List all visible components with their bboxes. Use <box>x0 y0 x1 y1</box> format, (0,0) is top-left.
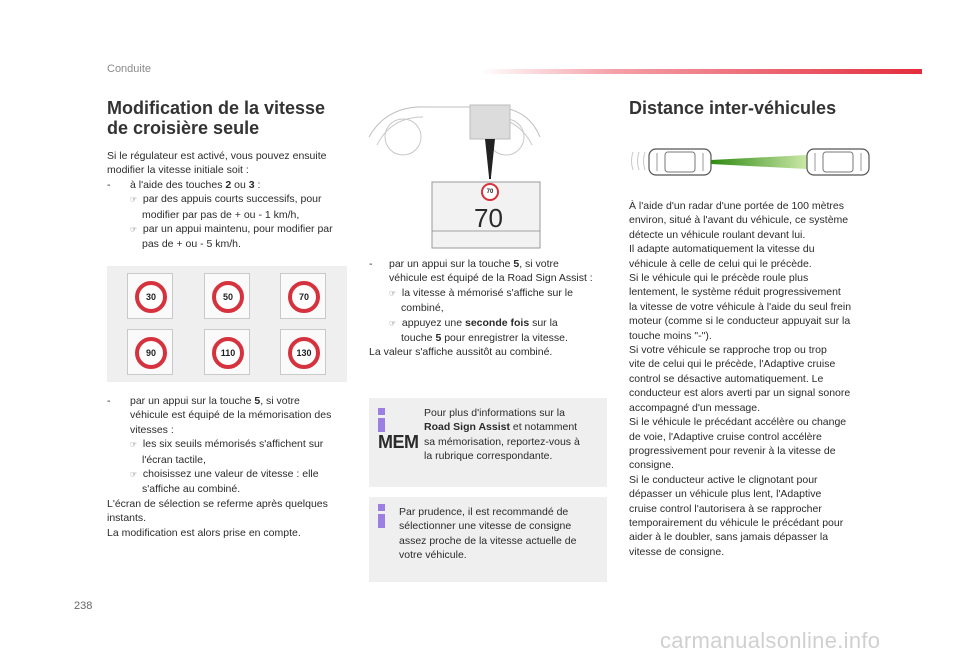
instrument-cluster-illustration <box>367 97 542 257</box>
section-label: Conduite <box>107 63 152 75</box>
pointing-hand-icon: ☞ <box>389 288 397 298</box>
page-number: 238 <box>74 600 93 612</box>
speed-tile-50[interactable] <box>204 273 250 319</box>
display-speed-value: 70 <box>474 203 503 233</box>
speed-sign-icon: 90 <box>135 337 167 369</box>
speed-sign-icon: 130 <box>288 337 320 369</box>
pointing-hand-icon: ☞ <box>130 470 138 480</box>
info-icon <box>378 504 385 511</box>
info-note-text: Pour plus d'informations sur la Road Sign Assist et notamment sa mémorisation, reportez-vous à la rubrique correspondante. <box>424 407 580 463</box>
pointing-hand-icon: ☞ <box>130 195 138 205</box>
left-memory-text: - par un appui sur la touche 5, si votre véhicule est équipé de la mémorisation des vitesses : ☞ les six seuils mémorisés s'affichent sur l'écran tactile, ☞ choisissez une valeur de vitesse : elle s'affiche au combiné. L'écran de sélection se referme après quelques instants. La modification est alors prise en compte. <box>107 395 332 539</box>
info-icon <box>378 408 385 415</box>
middle-road-sign-text: - par un appui sur la touche 5, si votre véhicule est équipé de la Road Sign Assist : ☞ la vitesse à mémorisé s'affiche sur le combiné, ☞ appuyez une seconde fois sur la touche 5 pour enregistrer la vitesse. La valeur s'affiche aussitôt au combiné. <box>369 258 593 359</box>
speed-tile-70[interactable] <box>280 273 326 319</box>
sub-short-press: ☞ par des appuis courts successifs, pour <box>107 192 352 207</box>
pointing-hand-icon: ☞ <box>389 318 397 328</box>
mem-button-icon: MEM <box>378 432 419 452</box>
speed-sign-icon: 110 <box>212 337 244 369</box>
info-icon-bar <box>378 418 385 432</box>
speed-sign-icon: 50 <box>212 281 244 313</box>
radar-distance-illustration <box>629 140 874 182</box>
sub-long-press: ☞ par un appui maintenu, pour modifier par <box>107 222 352 237</box>
display-speed-sign-icon: 70 <box>481 183 499 201</box>
bullet-keys-2-3: - à l'aide des touches 2 ou 3 : <box>107 178 261 191</box>
speed-tile-90[interactable] <box>127 329 173 375</box>
left-intro: Si le régulateur est activé, vous pouvez ensuite modifier la vitesse initiale soit : - à l'aide des touches 2 ou 3 : ☞ par des appuis courts successifs, pour modifier par pas de + ou - 1 km/h, ☞ par un appui maintenu, pour modifier par pas de + ou - 5 km/h. <box>107 149 352 252</box>
info-icon-bar <box>378 514 385 528</box>
speed-memory-panel <box>107 266 347 382</box>
prudence-note-text: Par prudence, il est recommandé de sélectionner une vitesse de consigne assez proche de la vitesse actuelle de votre véhicule. <box>399 506 577 562</box>
speed-sign-icon: 70 <box>288 281 320 313</box>
pointing-hand-icon: ☞ <box>130 225 138 235</box>
right-body-text: À l'aide d'un radar d'une portée de 100 mètres environ, situé à l'avant du véhicule, ce système détecte un véhicule roulant devant lui. Il adapte automatiquement la vitesse du véhicule à celle de celui qui le précède. Si le véhicule qui le précède roule plus lentement, le système réduit progressivement la vitesse de votre véhicule à l'aide du seul frein moteur (comme si le conducteur appuyait sur la touche moins "-"). Si votre véhicule se rapproche trop ou trop vite de celui qui le précède, l'Adaptive cruise control se désactive automatiquement. Le conducteur est alors averti par un signal sonore accompagné d'un message. Si le véhicule le précédant accélère ou change de voie, l'Adaptive cruise control accélère progressivement pour revenir à la vitesse de consigne. Si le conducteur active le clignotant pour dépasser un véhicule plus lent, l'Adaptive cruise control l'autorisera à se rapprocher temporairement du véhicule le précédant pour aider à le doubler, sans jamais dépasser la vitesse de consigne. <box>629 200 852 558</box>
pointing-hand-icon: ☞ <box>130 440 138 450</box>
right-title: Distance inter-véhicules <box>629 98 837 118</box>
speed-tile-110[interactable] <box>204 329 250 375</box>
speed-sign-icon: 30 <box>135 281 167 313</box>
header-accent-rule <box>480 69 922 74</box>
left-title: Modification de la vitesse de croisière seule <box>107 98 326 138</box>
speed-tile-130[interactable] <box>280 329 326 375</box>
watermark: carmanualsonline.info <box>660 628 881 653</box>
speed-tile-30[interactable] <box>127 273 173 319</box>
